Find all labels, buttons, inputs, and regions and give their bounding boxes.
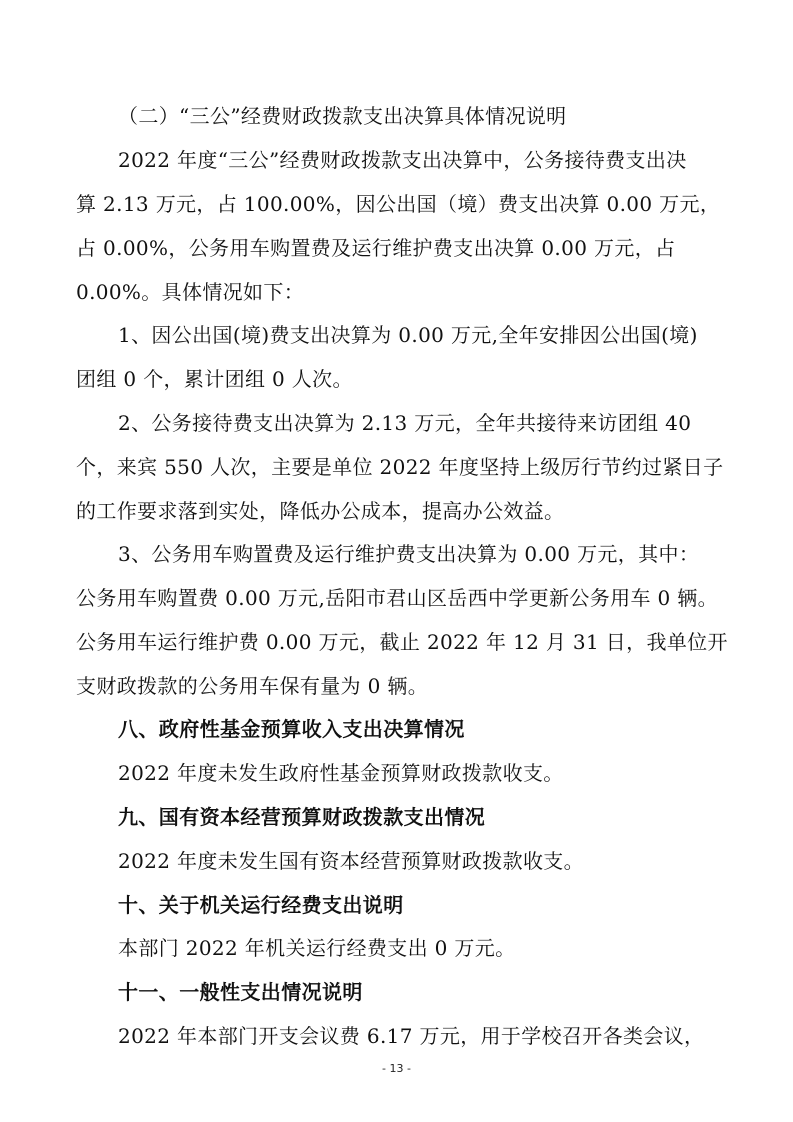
paragraph-line: 1、因公出国(境)费支出决算为 0.00 万元,全年安排因公出国(境)	[118, 323, 698, 347]
paragraph-line: 算 2.13 万元，占 100.00%，因公出国（境）费支出决算 0.00 万元，	[76, 192, 721, 216]
paragraph-line: 2、公务接待费支出决算为 2.13 万元，全年共接待来访团组 40	[118, 411, 692, 435]
paragraph-line: 公务用车运行维护费 0.00 万元，截止 2022 年 12 月 31 日，我单位开	[76, 630, 728, 654]
paragraph-line: 2022 年度“三公”经费财政拨款支出决算中，公务接待费支出决	[118, 148, 687, 172]
section-heading: 十、关于机关运行经费支出说明	[118, 893, 404, 917]
section-heading: 八、政府性基金预算收入支出决算情况	[118, 717, 465, 741]
paragraph-line: 支财政拨款的公务用车保有量为 0 辆。	[76, 674, 429, 698]
paragraph-line: 3、公务用车购置费及运行维护费支出决算为 0.00 万元，其中：	[118, 542, 700, 566]
paragraph-line: 0.00%。具体情况如下：	[76, 280, 305, 304]
paragraph-line: 2022 年度未发生国有资本经营预算财政拨款收支。	[118, 849, 585, 873]
paragraph-line: 个，来宾 550 人次，主要是单位 2022 年度坚持上级厉行节约过紧日子	[76, 455, 724, 479]
paragraph-line: 占 0.00%，公务用车购置费及运行维护费支出决算 0.00 万元，占	[76, 236, 676, 260]
paragraph-line: 的工作要求落到实处，降低办公成本，提高办公效益。	[76, 499, 565, 523]
section-heading: 九、国有资本经营预算财政拨款支出情况	[118, 805, 486, 829]
section-heading: 十一、一般性支出情况说明	[118, 980, 363, 1004]
paragraph-line: 团组 0 个，累计团组 0 人次。	[76, 367, 353, 391]
paragraph-line: 本部门 2022 年机关运行经费支出 0 万元。	[118, 936, 516, 960]
paragraph-line: 公务用车购置费 0.00 万元,岳阳市君山区岳西中学更新公务用车 0 辆。	[76, 586, 718, 610]
paragraph-line: 2022 年度未发生政府性基金预算财政拨款收支。	[118, 761, 564, 785]
paragraph-line: 2022 年本部门开支会议费 6.17 万元，用于学校召开各类会议，	[118, 1024, 705, 1048]
section-title: （二）“三公”经费财政拨款支出决算具体情况说明	[118, 104, 567, 128]
page-number: - 13 -	[382, 1062, 411, 1075]
